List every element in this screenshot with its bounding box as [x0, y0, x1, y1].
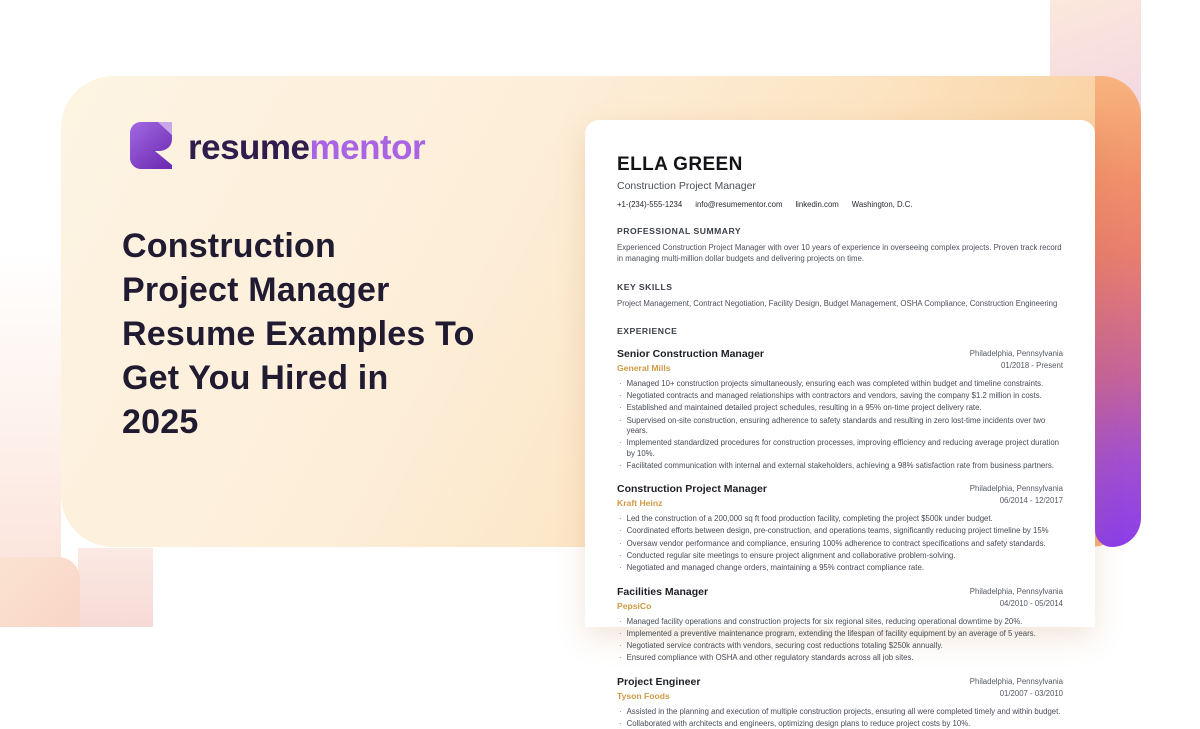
experience-entry — [617, 676, 1063, 729]
experience-company: Tyson Foods — [617, 690, 670, 701]
experience-bullet-list — [617, 379, 1063, 471]
experience-bullet — [617, 416, 1063, 437]
bullet-marker: · — [619, 706, 622, 716]
bullet-text: Assisted in the planning and execution of multiple construction projects, ensuring all were completed timely and within budget. — [626, 706, 1061, 716]
bullet-marker: · — [619, 628, 622, 638]
experience-bullet — [617, 526, 1063, 536]
experience-dates: 01/2007 - 03/2010 — [999, 688, 1063, 698]
experience-bullet — [617, 653, 1063, 663]
resume-job-title: Construction Project Manager — [617, 180, 756, 192]
bullet-text: Supervised on-site construction, ensuring adherence to safety standards and resulting in zero lost-time incidents over two years. — [626, 415, 1046, 436]
experience-location: Philadelphia, Pennsylvania — [969, 676, 1063, 686]
bullet-text: Led the construction of a 200,000 sq ft food production facility, completing the project $500k under budget. — [626, 514, 993, 524]
experience-entry — [617, 586, 1063, 664]
experience-bullet — [617, 539, 1063, 549]
bullet-marker: · — [619, 550, 622, 560]
experience-bullet-list — [617, 514, 1063, 573]
page-title-line: Construction — [122, 227, 336, 265]
section-heading: KEY SKILLS — [617, 281, 673, 292]
experience-bullet-list — [617, 617, 1063, 664]
experience-bullet — [617, 719, 1063, 729]
experience-entry-header — [617, 348, 1063, 373]
experience-entry-header — [617, 586, 1063, 611]
contact-email: info@resumementor.com — [695, 200, 783, 209]
bullet-text: Implemented a preventive maintenance program, extending the lifespan of facility equipment by an average of 5 years. — [626, 628, 1036, 638]
bullet-text: Negotiated contracts and managed relationships with contractors and vendors, saving the company $1.2 million in costs. — [626, 391, 1042, 401]
experience-entry-left — [617, 483, 767, 508]
experience-location: Philadelphia, Pennsylvania — [969, 586, 1063, 596]
bullet-text: Negotiated service contracts with vendors, securing cost reductions totaling $250k annually. — [626, 641, 943, 651]
resume-preview — [585, 120, 1095, 728]
experience-bullet-list — [617, 707, 1063, 729]
experience-entry-meta — [970, 483, 1063, 507]
experience-bullet — [617, 617, 1063, 627]
experience-entry-header — [617, 483, 1063, 508]
bullet-text: Coordinated efforts between design, pre-construction, and operations teams, significantly reducing project timeline by 15% — [626, 526, 1049, 536]
bullet-marker: · — [619, 641, 622, 651]
experience-entry-meta — [970, 586, 1063, 610]
experience-bullet — [617, 379, 1063, 389]
section-heading: EXPERIENCE — [617, 325, 678, 336]
experience-dates: 04/2010 - 05/2014 — [999, 598, 1063, 608]
bullet-marker: · — [619, 403, 622, 413]
experience-location: Philadelphia, Pennsylvania — [969, 484, 1063, 494]
experience-bullet — [617, 629, 1063, 639]
bullet-text: Collaborated with architects and engineers, optimizing design plans to reduce project costs by 10%. — [626, 718, 971, 728]
experience-bullet — [617, 461, 1063, 471]
experience-entry-left — [617, 348, 764, 373]
bullet-text: Oversaw vendor performance and compliance, ensuring 100% adherence to contract specifications and safety standards. — [626, 538, 1046, 548]
experience-bullet — [617, 403, 1063, 413]
deco-bottom-left-square — [0, 557, 80, 627]
skills-text: Project Management, Contract Negotiation, Facility Design, Budget Management, OSHA Compliance, Construction Engineering — [617, 298, 1058, 308]
bullet-marker: · — [619, 460, 622, 470]
bullet-marker: · — [619, 378, 622, 388]
experience-bullet — [617, 391, 1063, 401]
bullet-marker: · — [619, 563, 622, 573]
bullet-marker: · — [619, 538, 622, 548]
page-title-line: Resume Examples To — [122, 315, 475, 353]
page-title-line: Get You Hired in — [122, 359, 389, 397]
experience-bullet — [617, 563, 1063, 573]
section-professional-summary — [617, 226, 1063, 265]
experience-bullet — [617, 707, 1063, 717]
page-title-line: 2025 — [122, 403, 199, 441]
bullet-marker: · — [619, 718, 622, 728]
experience-location: Philadelphia, Pennsylvania — [969, 348, 1063, 358]
section-heading: PROFESSIONAL SUMMARY — [617, 226, 742, 236]
experience-title: Construction Project Manager — [617, 483, 767, 496]
bullet-marker: · — [619, 391, 622, 401]
brand-wordmark-primary: resume — [188, 128, 310, 167]
brand-wordmark-secondary: mentor — [309, 128, 426, 167]
bullet-text: Established and maintained detailed project schedules, resulting in a 95% on-time project delivery rate. — [626, 403, 982, 413]
experience-title: Facilities Manager — [617, 585, 709, 598]
experience-bullet — [617, 438, 1063, 459]
brand-wordmark — [188, 124, 425, 172]
bullet-text: Negotiated and managed change orders, maintaining a 95% contract compliance rate. — [626, 563, 924, 573]
experience-dates: 01/2018 - Present — [1001, 360, 1063, 370]
deco-bottom-left-strip — [78, 548, 153, 627]
bullet-marker: · — [619, 415, 622, 425]
page-title — [122, 224, 602, 444]
experience-bullet — [617, 514, 1063, 524]
experience-entry-left — [617, 586, 708, 611]
experience-bullet — [617, 641, 1063, 651]
bullet-marker: · — [619, 514, 622, 524]
bullet-marker: · — [619, 616, 622, 626]
gradient-accent-strip — [1095, 76, 1141, 547]
experience-bullet — [617, 551, 1063, 561]
bullet-text: Conducted regular site meetings to ensure project alignment and collaborative problem-solving. — [626, 550, 956, 560]
bullet-text: Facilitated communication with internal and external stakeholders, achieving a 98% satisfaction rate from business partners. — [626, 460, 1054, 470]
bullet-text: Ensured compliance with OSHA and other regulatory standards across all job sites. — [626, 653, 914, 663]
contact-linkedin: linkedin.com — [795, 200, 839, 209]
bullet-text: Implemented standardized procedures for construction processes, improving efficiency and reducing average project duration by 10%. — [626, 438, 1059, 458]
experience-entry-meta — [970, 348, 1063, 372]
bullet-marker: · — [619, 653, 622, 663]
experience-entry-left — [617, 676, 700, 701]
experience-company: General Mills — [617, 362, 671, 373]
experience-title: Senior Construction Manager — [617, 347, 765, 360]
experience-entry-meta — [970, 676, 1063, 700]
experience-entry — [617, 348, 1063, 471]
resume-contact-row — [617, 200, 1063, 209]
section-key-skills — [617, 282, 1063, 309]
document-logo-icon — [130, 122, 174, 174]
brand-logo — [130, 122, 425, 174]
summary-text: Experienced Construction Project Manager with over 10 years of experience in overseeing complex projects. Proven track record in managing multi-million dollar budgets and delivering projects on time. — [617, 243, 1062, 264]
section-experience — [617, 326, 1063, 729]
experience-entry — [617, 483, 1063, 573]
bullet-marker: · — [619, 526, 622, 536]
contact-location: Washington, D.C. — [851, 200, 913, 209]
bullet-marker: · — [619, 438, 622, 448]
experience-entry-header — [617, 676, 1063, 701]
bullet-text: Managed 10+ construction projects simultaneously, ensuring each was completed within budget and timeline constraints. — [626, 378, 1044, 388]
experience-dates: 06/2014 - 12/2017 — [999, 496, 1063, 506]
experience-title: Project Engineer — [617, 675, 701, 688]
page-title-line: Project Manager — [122, 271, 390, 309]
bullet-text: Managed facility operations and construction projects for six regional sites, reducing operational downtime by 20%. — [626, 616, 1023, 626]
experience-company: PepsiCo — [617, 600, 652, 611]
contact-phone: +1-(234)-555-1234 — [617, 200, 683, 209]
experience-company: Kraft Heinz — [617, 498, 663, 509]
resume-name: ELLA GREEN — [617, 154, 743, 175]
